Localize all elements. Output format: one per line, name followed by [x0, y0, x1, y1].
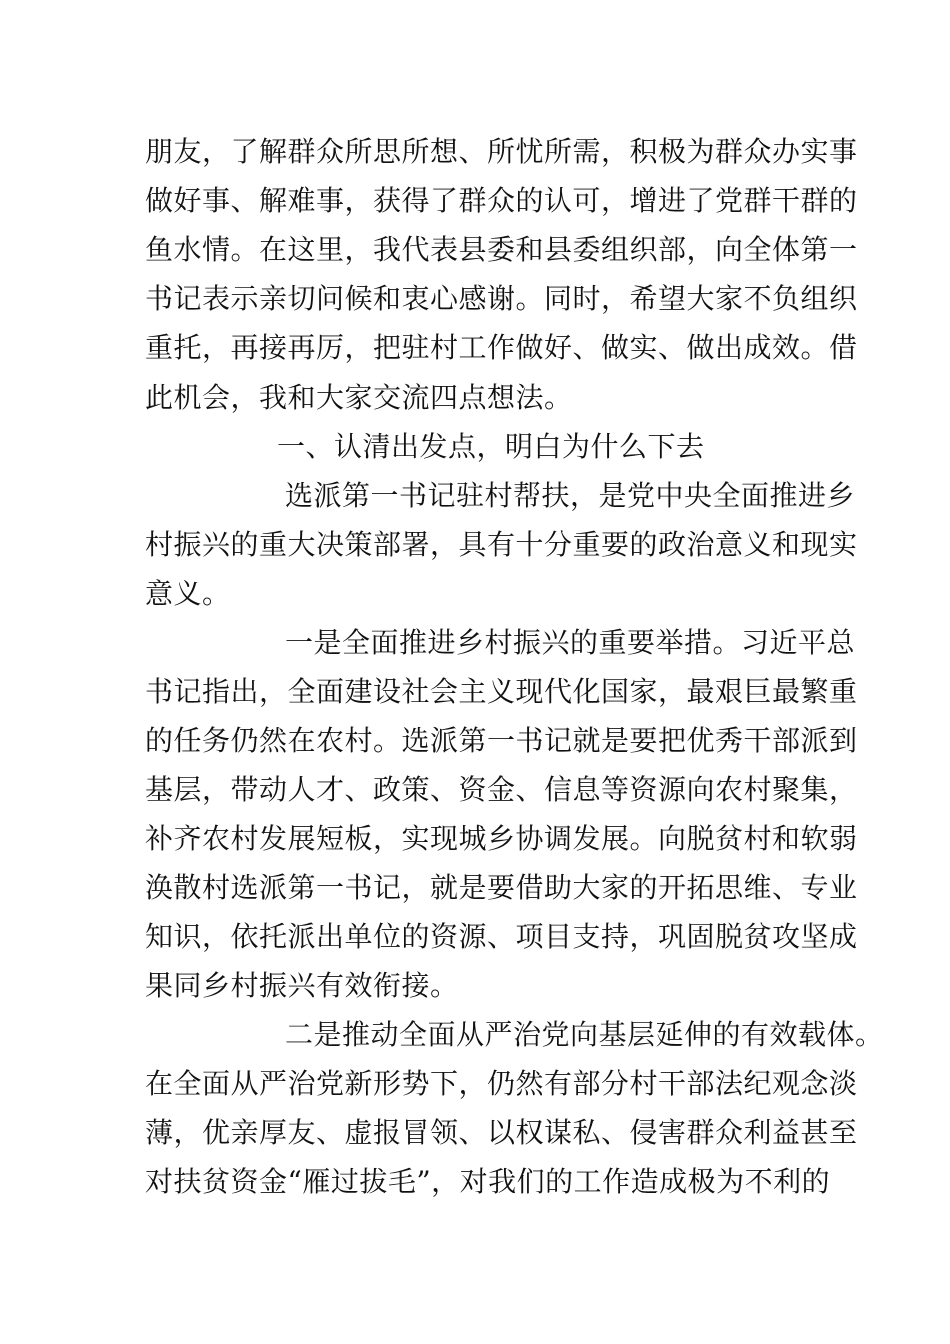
text-line: 知识，依托派出单位的资源、项目支持，巩固脱贫攻坚成	[145, 920, 858, 953]
text-line: 薄，优亲厚友、虚报冒领、以权谋私、侵害群众利益甚至	[145, 1116, 858, 1149]
text-line: 重托，再接再厉，把驻村工作做好、做实、做出成效。借	[145, 331, 858, 364]
text-line: 书记指出，全面建设社会主义现代化国家，最艰巨最繁重	[145, 675, 858, 708]
text-line: 涣散村选派第一书记，就是要借助大家的开拓思维、专业	[145, 871, 858, 904]
text-line: 鱼水情。在这里，我代表县委和县委组织部，向全体第一	[145, 233, 858, 266]
paragraph-first-line: 二是推动全面从严治党向基层延伸的有效载体。	[285, 1018, 884, 1051]
text-line: 村振兴的重大决策部署，具有十分重要的政治意义和现实	[145, 528, 858, 561]
text-line: 朋友，了解群众所思所想、所忧所需，积极为群众办实事	[145, 135, 858, 168]
text-line: 此机会，我和大家交流四点想法。	[145, 381, 573, 414]
text-line: 在全面从严治党新形势下，仍然有部分村干部法纪观念淡	[145, 1067, 858, 1100]
text-line: 对扶贫资金“雁过拔毛”，对我们的工作造成极为不利的	[145, 1165, 831, 1198]
text-line: 基层，带动人才、政策、资金、信息等资源向农村聚集，	[145, 773, 858, 806]
text-line: 意义。	[145, 577, 231, 610]
text-line: 的任务仍然在农村。选派第一书记就是要把优秀干部派到	[145, 724, 858, 757]
text-line: 书记表示亲切问候和衷心感谢。同时，希望大家不负组织	[145, 282, 858, 315]
paragraph-first-line: 选派第一书记驻村帮扶，是党中央全面推进乡	[285, 479, 856, 512]
text-line: 做好事、解难事，获得了群众的认可，增进了党群干群的	[145, 184, 858, 217]
text-line: 果同乡村振兴有效衔接。	[145, 969, 459, 1002]
text-line: 补齐农村发展短板，实现城乡协调发展。向脱贫村和软弱	[145, 822, 858, 855]
section-heading: 一、认清出发点，明白为什么下去	[277, 430, 705, 463]
paragraph-first-line: 一是全面推进乡村振兴的重要举措。习近平总	[285, 626, 856, 659]
